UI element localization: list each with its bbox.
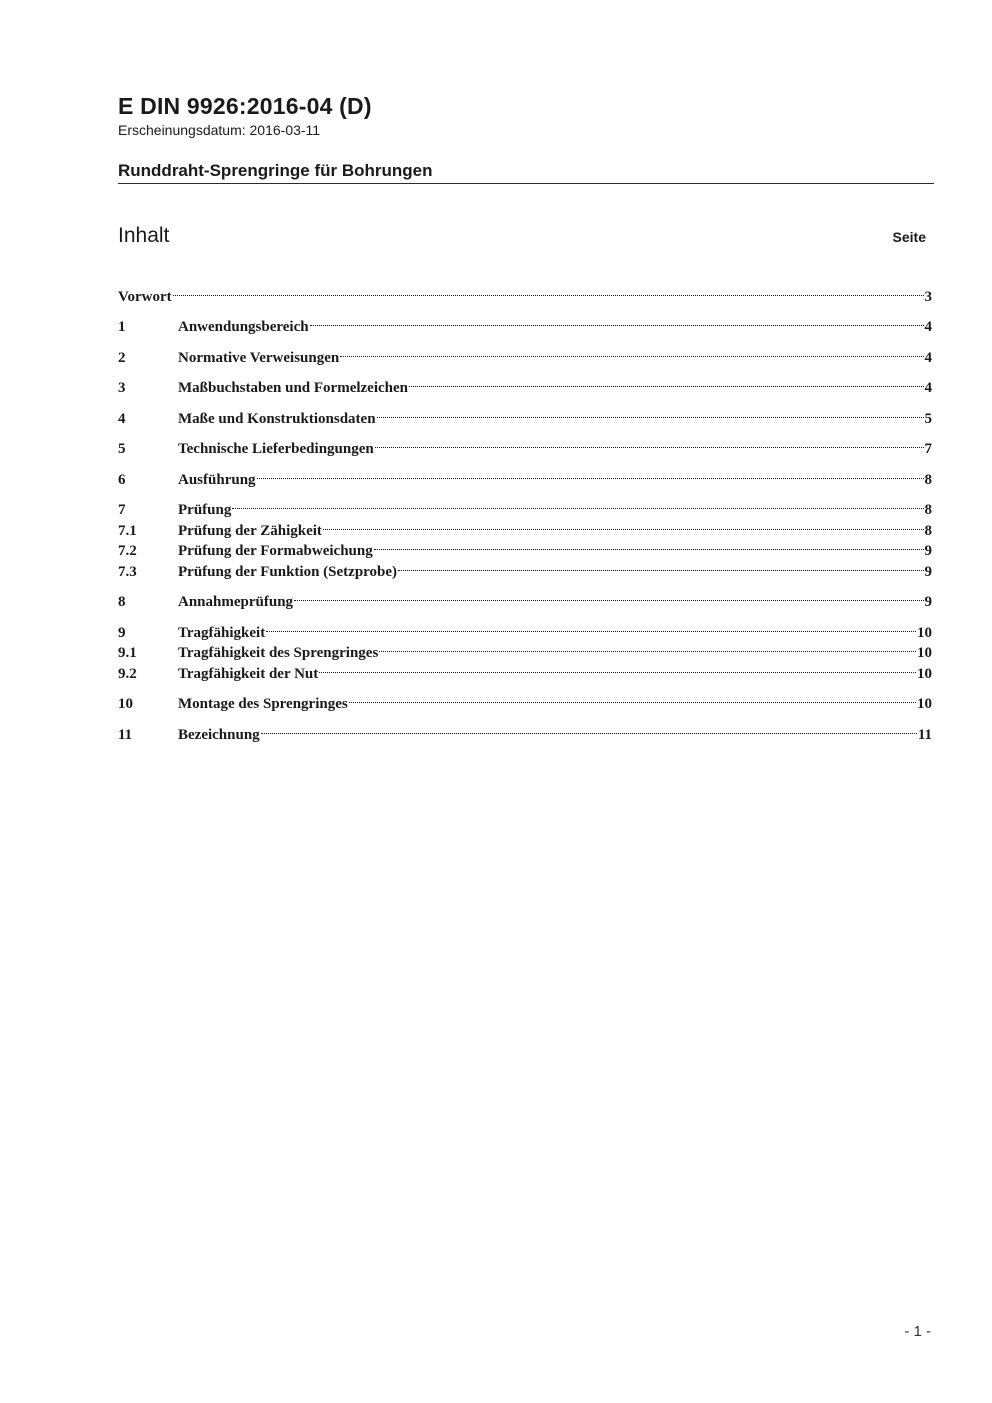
toc-entry-title: Tragfähigkeit des Sprengringes	[178, 645, 379, 661]
toc-entry-title: Anwendungsbereich	[178, 319, 309, 335]
document-title: Runddraht-Sprengringe für Bohrungen	[118, 161, 934, 184]
toc-entry-page: 9	[924, 563, 932, 580]
toc-entry-title: Bezeichnung	[178, 726, 260, 743]
toc-entry-number: 7.1	[118, 522, 137, 539]
toc-entry-page: 9	[924, 594, 932, 610]
toc-dot-leader	[349, 688, 916, 709]
toc-entry-page: 11	[917, 726, 932, 743]
document-header	[118, 92, 934, 184]
toc-dot-leader	[398, 555, 923, 576]
toc-dot-leader	[232, 494, 923, 515]
toc-dot-leader	[379, 637, 916, 658]
toc-heading: Inhalt	[118, 224, 170, 247]
toc-entry-number: 2	[118, 349, 126, 366]
toc-entry-page: 8	[924, 522, 932, 539]
toc-page-label: Seite	[892, 229, 926, 245]
page-number: - 1 -	[904, 1323, 931, 1340]
toc-entry-title: Maße und Konstruktionsdaten	[178, 410, 376, 427]
toc-entry-number: 8	[118, 594, 126, 610]
toc-dot-leader	[173, 280, 924, 301]
toc-heading-row	[118, 222, 926, 250]
toc-entry-title: Technische Lieferbedingungen	[178, 441, 374, 457]
toc-entry-number: 7.2	[118, 543, 137, 559]
toc-entry-title: Tragfähigkeit	[178, 624, 266, 641]
toc-entry-title: Ausführung	[178, 471, 256, 488]
toc-entry-page: 5	[924, 410, 932, 427]
toc-entry-number: 4	[118, 410, 126, 427]
toc-entry-page: 9	[924, 543, 932, 559]
publication-date: Erscheinungsdatum: 2016-03-11	[118, 122, 321, 138]
toc-entry-number: 9.1	[118, 645, 137, 661]
toc-entry-number: 6	[118, 471, 126, 488]
toc-entry-title: Prüfung der Formabweichung	[178, 543, 373, 559]
toc-entry-page: 10	[917, 665, 932, 682]
toc-entry[interactable]	[118, 433, 932, 457]
toc-entry-number: 11	[118, 726, 133, 743]
toc-dot-leader	[323, 514, 924, 535]
toc-entry[interactable]	[118, 402, 932, 427]
toc-entry[interactable]	[118, 372, 932, 396]
toc-entry[interactable]	[118, 718, 932, 743]
toc-dot-leader	[294, 586, 923, 607]
toc-entry-title: Normative Verweisungen	[178, 349, 340, 366]
toc-entry-number: 3	[118, 380, 126, 396]
toc-entry[interactable]	[118, 494, 932, 518]
toc-entry[interactable]	[118, 514, 932, 539]
toc-entry-title: Montage des Sprengringes	[178, 696, 348, 712]
toc-entry-title: Annahmeprüfung	[178, 594, 294, 610]
toc-dot-leader	[374, 535, 924, 556]
toc-entry-page: 4	[924, 349, 932, 366]
toc-dot-leader	[310, 311, 924, 332]
toc-entry-number: 10	[118, 696, 133, 712]
toc-entry-number: 7	[118, 502, 126, 518]
toc-entry-page: 3	[924, 288, 932, 305]
toc-entry-page: 4	[924, 380, 932, 396]
toc-entry-page: 10	[917, 624, 932, 641]
toc-dot-leader	[261, 718, 917, 739]
toc-entry[interactable]	[118, 463, 932, 488]
toc-entry-page: 8	[924, 502, 932, 518]
toc-entry-title: Maßbuchstaben und Formelzeichen	[178, 380, 409, 396]
toc-entry-title: Prüfung	[178, 502, 232, 518]
toc-dot-leader	[257, 463, 924, 484]
toc-entry-page: 10	[917, 645, 932, 661]
toc-dot-leader	[319, 657, 916, 678]
toc-entry[interactable]	[118, 586, 932, 610]
toc-entry-page: 8	[924, 471, 932, 488]
document-number: E DIN 9926:2016-04 (D)	[118, 93, 372, 119]
toc-entry-number: 9	[118, 624, 126, 641]
toc-entry-title: Prüfung der Funktion (Setzprobe)	[178, 563, 398, 580]
toc-entry-title: Vorwort	[118, 288, 172, 305]
toc-entry[interactable]	[118, 688, 932, 712]
toc-entry-number: 5	[118, 441, 126, 457]
toc-entry[interactable]	[118, 341, 932, 366]
toc-entry-title: Prüfung der Zähigkeit	[178, 522, 322, 539]
toc-entry[interactable]	[118, 311, 932, 335]
toc-entry-page: 10	[917, 696, 932, 712]
toc-dot-leader	[340, 341, 923, 362]
toc-dot-leader	[375, 433, 924, 454]
toc-dot-leader	[266, 616, 916, 637]
toc-entry-page: 7	[924, 441, 932, 457]
toc-entry-number: 9.2	[118, 665, 137, 682]
toc-entry-title: Tragfähigkeit der Nut	[178, 665, 319, 682]
toc-entry-number: 7.3	[118, 563, 137, 580]
toc-entry[interactable]	[118, 280, 932, 305]
toc-entry[interactable]	[118, 616, 932, 641]
toc-entry-page: 4	[924, 319, 932, 335]
toc-dot-leader	[409, 372, 923, 393]
table-of-contents	[118, 280, 932, 743]
toc-entry-number: 1	[118, 319, 126, 335]
toc-dot-leader	[377, 402, 924, 423]
